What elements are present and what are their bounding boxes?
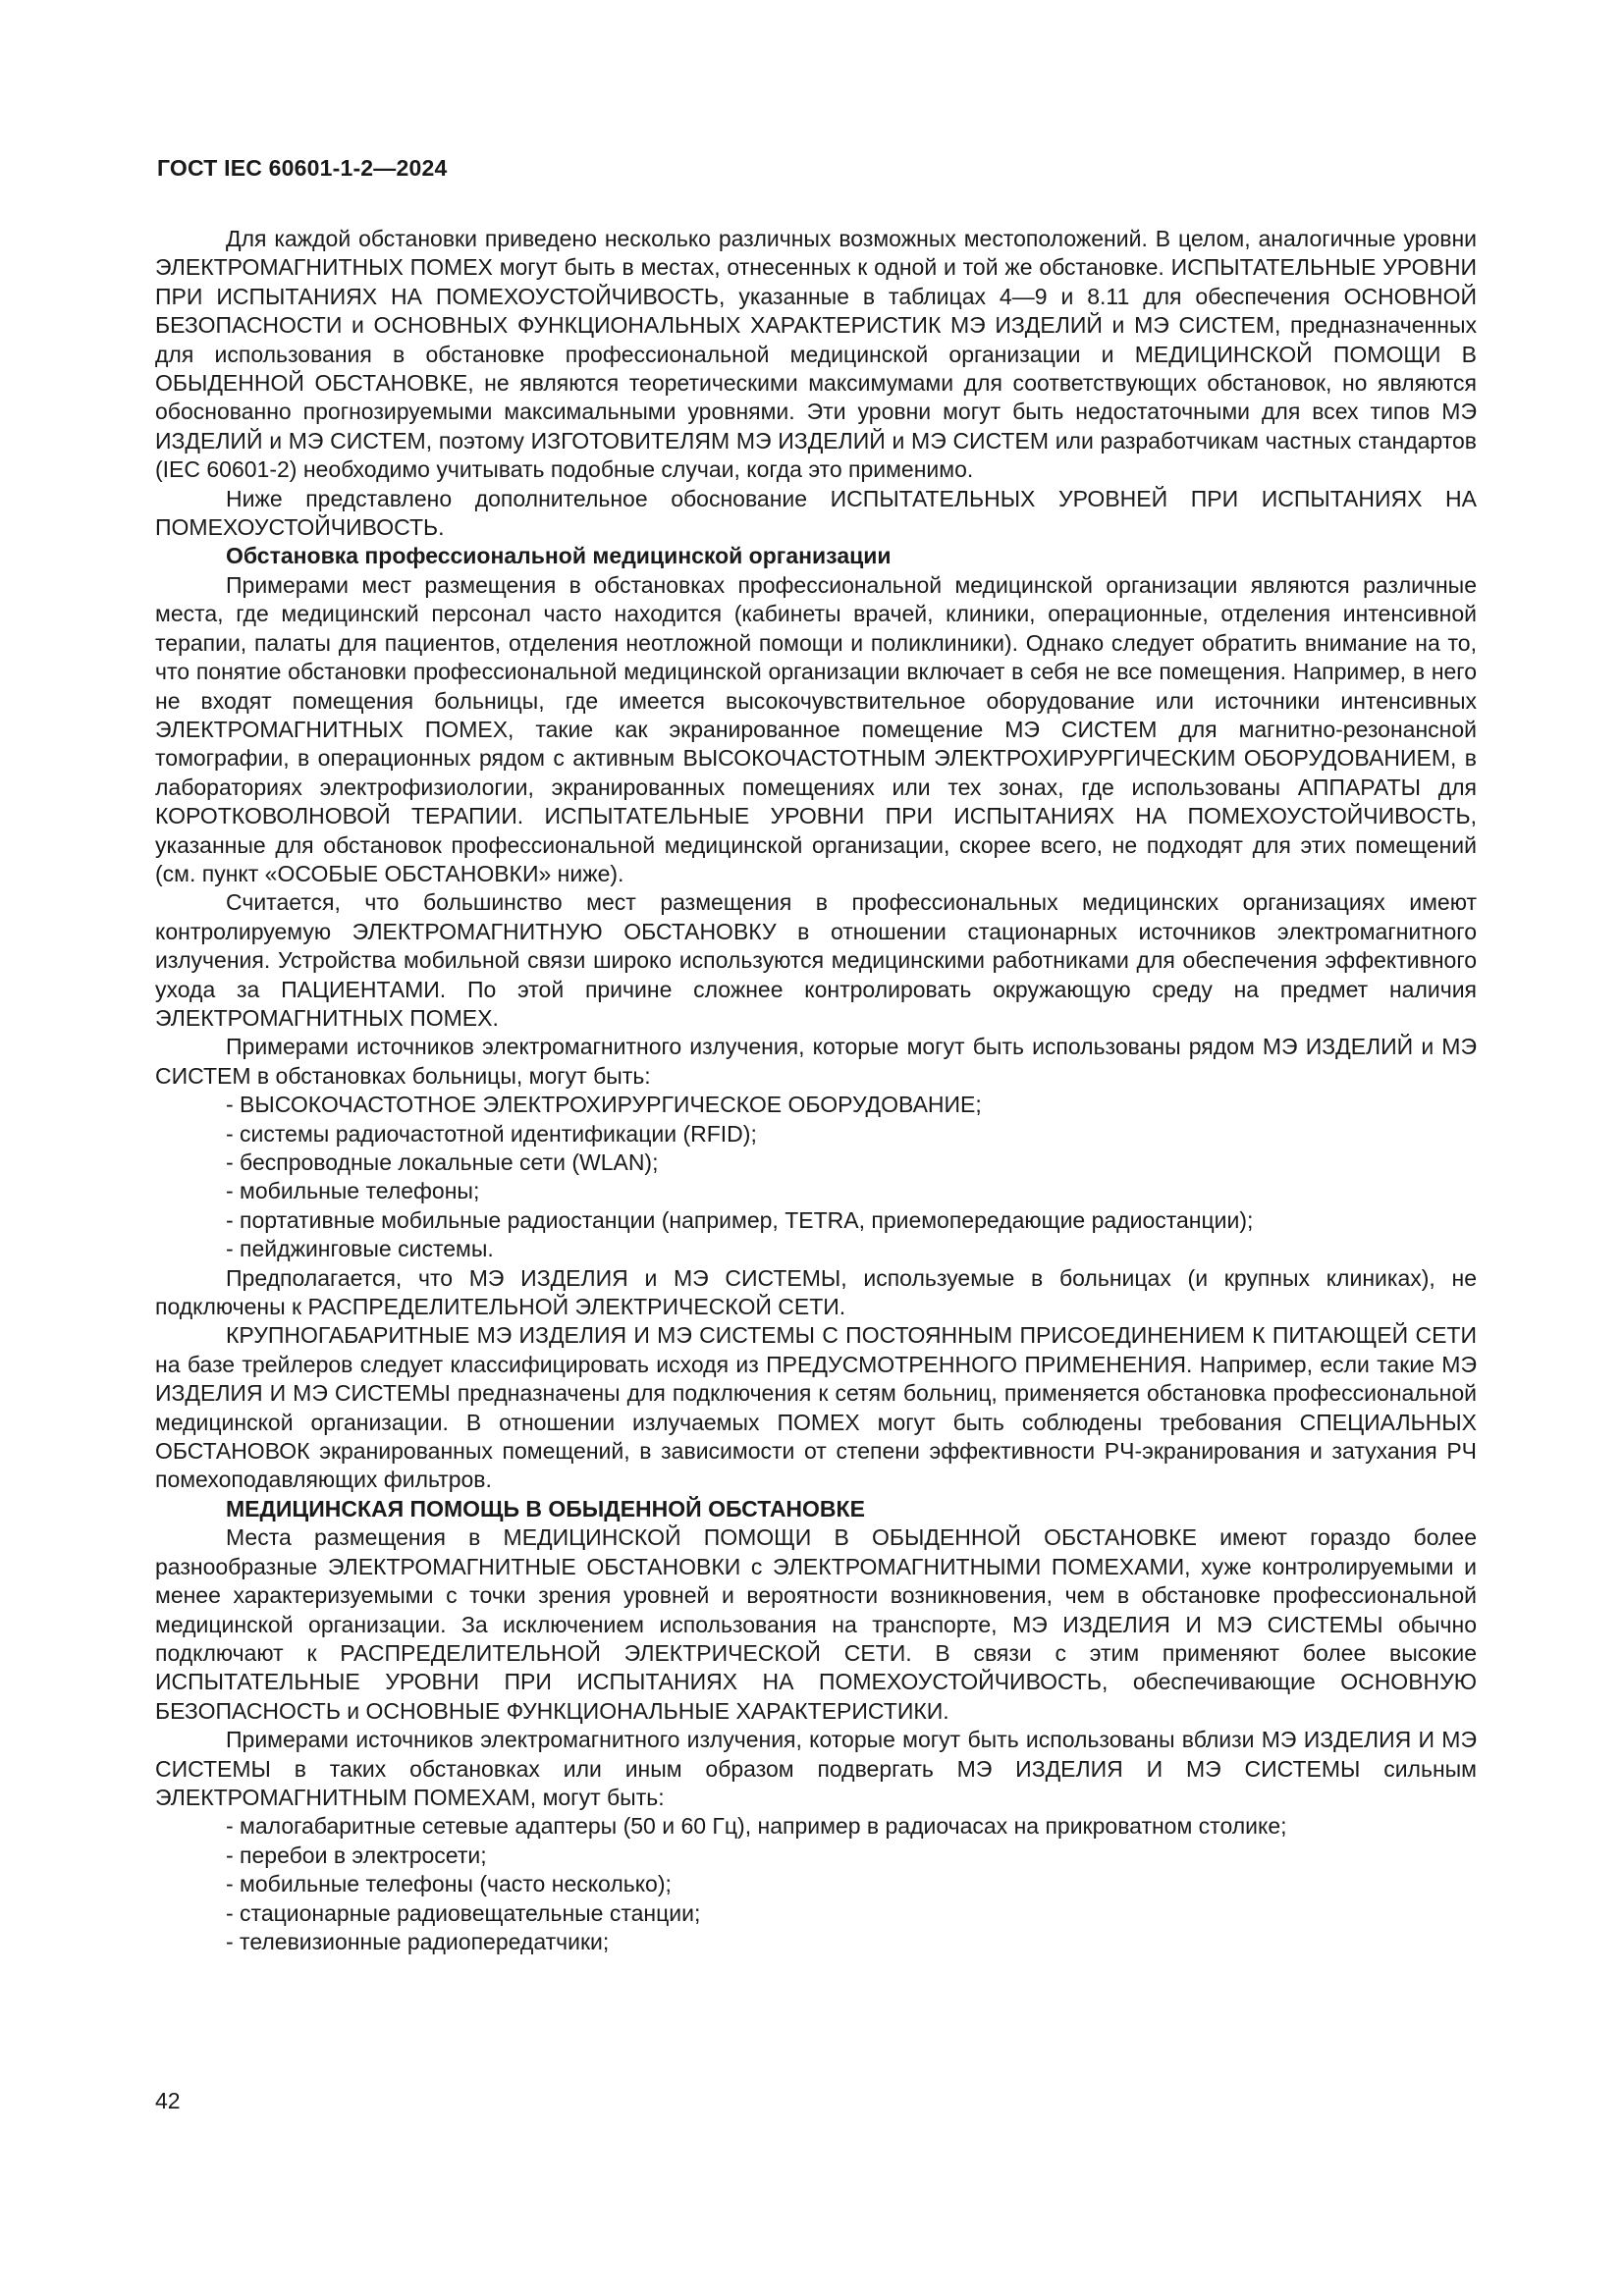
hospital-sources-list: [155, 1091, 1477, 1263]
section-heading: Обстановка профессиональной медицинской организации: [226, 543, 892, 569]
list-item: - стационарные радиовещательные станции;: [226, 1899, 701, 1926]
list-item: - перебои в электросети;: [226, 1842, 487, 1868]
list-item: - беспроводные локальные сети (WLAN);: [226, 1149, 659, 1175]
document-body: [155, 225, 1477, 1956]
list-item: - пейджинговые системы.: [226, 1236, 494, 1262]
list-item: - мобильные телефоны (часто несколько);: [226, 1871, 672, 1897]
section-heading: МЕДИЦИНСКАЯ ПОМОЩЬ В ОБЫДЕННОЙ ОБСТАНОВКЕ: [226, 1495, 865, 1522]
list-item: - портативные мобильные радиостанции (например, TETRA, приемопередающие радиостанции);: [226, 1206, 1254, 1233]
paragraph: Места размещения в МЕДИЦИНСКОЙ ПОМОЩИ В ОБЫДЕННОЙ ОБСТАНОВКЕ имеют гораздо более разнообразные ЭЛЕКТРОМАГНИТНЫЕ ОБСТАНОВКИ с ЭЛЕКТРОМАГНИТНЫМИ ПОМЕХАМИ, хуже контролируемыми и менее характеризуемыми с точки зрения уровней и вероятности возникновения, чем в обстановке профессиональной медицинской организации. За исключением использования на транспорте, МЭ ИЗДЕЛИЯ И МЭ СИСТЕМЫ обычно подключают к РАСПРЕДЕЛИТЕЛЬНОЙ ЭЛЕКТРИЧЕСКОЙ СЕТИ. В связи с этим применяют более высокие ИСПЫТАТЕЛЬНЫЕ УРОВНИ ПРИ ИСПЫТАНИЯХ НА ПОМЕХОУСТОЙЧИВОСТЬ, обеспечивающие ОСНОВНУЮ БЕЗОПАСНОСТЬ и ОСНОВНЫЕ ФУНКЦИОНАЛЬНЫЕ ХАРАКТЕРИСТИКИ.: [155, 1524, 1477, 1724]
paragraph: КРУПНОГАБАРИТНЫЕ МЭ ИЗДЕЛИЯ И МЭ СИСТЕМЫ С ПОСТОЯННЫМ ПРИСОЕДИНЕНИЕМ К ПИТАЮЩЕЙ СЕТИ на базе трейлеров следует классифицировать исходя из ПРЕДУСМОТРЕННОГО ПРИМЕНЕНИЯ. Например, если такие МЭ ИЗДЕЛИЯ И МЭ СИСТЕМЫ предназначены для подключения к сетям больниц, применяется обстановка профессиональной медицинской организации. В отношении излучаемых ПОМЕХ могут быть соблюдены требования СПЕЦИАЛЬНЫХ ОБСТАНОВОК экранированных помещений, в зависимости от степени эффективности РЧ-экранирования и затухания РЧ помехоподавляющих фильтров.: [155, 1322, 1477, 1493]
paragraph: Примерами источников электромагнитного излучения, которые могут быть использованы рядом МЭ ИЗДЕЛИЙ и МЭ СИСТЕМ в обстановках больницы, могут быть:: [155, 1034, 1477, 1089]
list-item: - мобильные телефоны;: [226, 1178, 480, 1204]
paragraph: Считается, что большинство мест размещения в профессиональных медицинских организациях имеют контролируемую ЭЛЕКТРОМАГНИТНУЮ ОБСТАНОВКУ в отношении стационарных источников электромагнитного излучения. Устройства мобильной связи широко используются медицинскими работниками для обеспечения эффективного ухода за ПАЦИЕНТАМИ. По этой причине сложнее контролировать окружающую среду на предмет наличия ЭЛЕКТРОМАГНИТНЫХ ПОМЕХ.: [155, 889, 1477, 1031]
list-item: - малогабаритные сетевые адаптеры (50 и 60 Гц), например в радиочасах на прикроватном столике;: [226, 1813, 1287, 1840]
list-item: - ВЫСОКОЧАСТОТНОЕ ЭЛЕКТРОХИРУРГИЧЕСКОЕ ОБОРУДОВАНИЕ;: [226, 1092, 982, 1118]
paragraph: Примерами мест размещения в обстановках профессиональной медицинской организации являются различные места, где медицинский персонал часто находится (кабинеты врачей, клиники, операционные, отделения интенсивной терапии, палаты для пациентов, отделения неотложной помощи и поликлиники). Однако следует обратить внимание на то, что понятие обстановки профессиональной медицинской организации включает в себя не все помещения. Например, в него не входят помещения больницы, где имеется высокочувствительное оборудование или источники интенсивных ЭЛЕКТРОМАГНИТНЫХ ПОМЕХ, такие как экранированное помещение МЭ СИСТЕМ для магнитно-резонансной томографии, в операционных рядом с активным ВЫСОКОЧАСТОТНЫМ ЭЛЕКТРОХИРУРГИЧЕСКИМ ОБОРУДОВАНИЕМ, в лабораториях электрофизиологии, экранированных помещениях или тех зонах, где использованы АППАРАТЫ для КОРОТКОВОЛНОВОЙ ТЕРАПИИ. ИСПЫТАТЕЛЬНЫЕ УРОВНИ ПРИ ИСПЫТАНИЯХ НА ПОМЕХОУСТОЙЧИВОСТЬ, указанные для обстановок профессиональной медицинской организации, скорее всего, не подходят для этих помещений (см. пункт «ОСОБЫЕ ОБСТАНОВКИ» ниже).: [155, 571, 1477, 886]
paragraph: Предполагается, что МЭ ИЗДЕЛИЯ и МЭ СИСТЕМЫ, используемые в больницах (и крупных клиниках), не подключены к РАСПРЕДЕЛИТЕЛЬНОЙ ЭЛЕКТРИЧЕСКОЙ СЕТИ.: [155, 1264, 1477, 1320]
paragraph: Ниже представлено дополнительное обоснование ИСПЫТАТЕЛЬНЫХ УРОВНЕЙ ПРИ ИСПЫТАНИЯХ НА ПОМЕХОУСТОЙЧИВОСТЬ.: [155, 485, 1477, 541]
page-number: 42: [155, 2088, 181, 2113]
paragraph: Примерами источников электромагнитного излучения, которые могут быть использованы вблизи МЭ ИЗДЕЛИЯ И МЭ СИСТЕМЫ в таких обстановках или иным образом подвергать МЭ ИЗДЕЛИЯ И МЭ СИСТЕМЫ сильным ЭЛЕКТРОМАГНИТНЫМ ПОМЕХАМ, могут быть:: [155, 1727, 1477, 1810]
home-sources-list: [155, 1812, 1477, 1956]
list-item: - телевизионные радиопередатчики;: [226, 1928, 610, 1954]
paragraph: Для каждой обстановки приведено несколько различных возможных местоположений. В целом, аналогичные уровни ЭЛЕКТРОМАГНИТНЫХ ПОМЕХ могут быть в местах, отнесенных к одной и той же обстановке. ИСПЫТАТЕЛЬНЫЕ УРОВНИ ПРИ ИСПЫТАНИЯХ НА ПОМЕХОУСТОЙЧИВОСТЬ, указанные в таблицах 4—9 и 8.11 для обеспечения ОСНОВНОЙ БЕЗОПАСНОСТИ и ОСНОВНЫХ ФУНКЦИОНАЛЬНЫХ ХАРАКТЕРИСТИК МЭ ИЗДЕЛИЙ и МЭ СИСТЕМ, предназначенных для использования в обстановке профессиональной медицинской организации и МЕДИЦИНСКОЙ ПОМОЩИ В ОБЫДЕННОЙ ОБСТАНОВКЕ, не являются теоретическими максимумами для соответствующих обстановок, но являются обоснованно прогнозируемыми максимальными уровнями. Эти уровни могут быть недостаточными для всех типов МЭ ИЗДЕЛИЙ и МЭ СИСТЕМ, поэтому ИЗГОТОВИТЕЛЯМ МЭ ИЗДЕЛИЙ и МЭ СИСТЕМ или разработчикам частных стандартов (IEC 60601-2) необходимо учитывать подобные случаи, когда это применимо.: [155, 226, 1477, 483]
document-standard-header: ГОСТ IEC 60601-1-2—2024: [157, 155, 448, 181]
list-item: - системы радиочастотной идентификации (RFID);: [226, 1120, 757, 1147]
